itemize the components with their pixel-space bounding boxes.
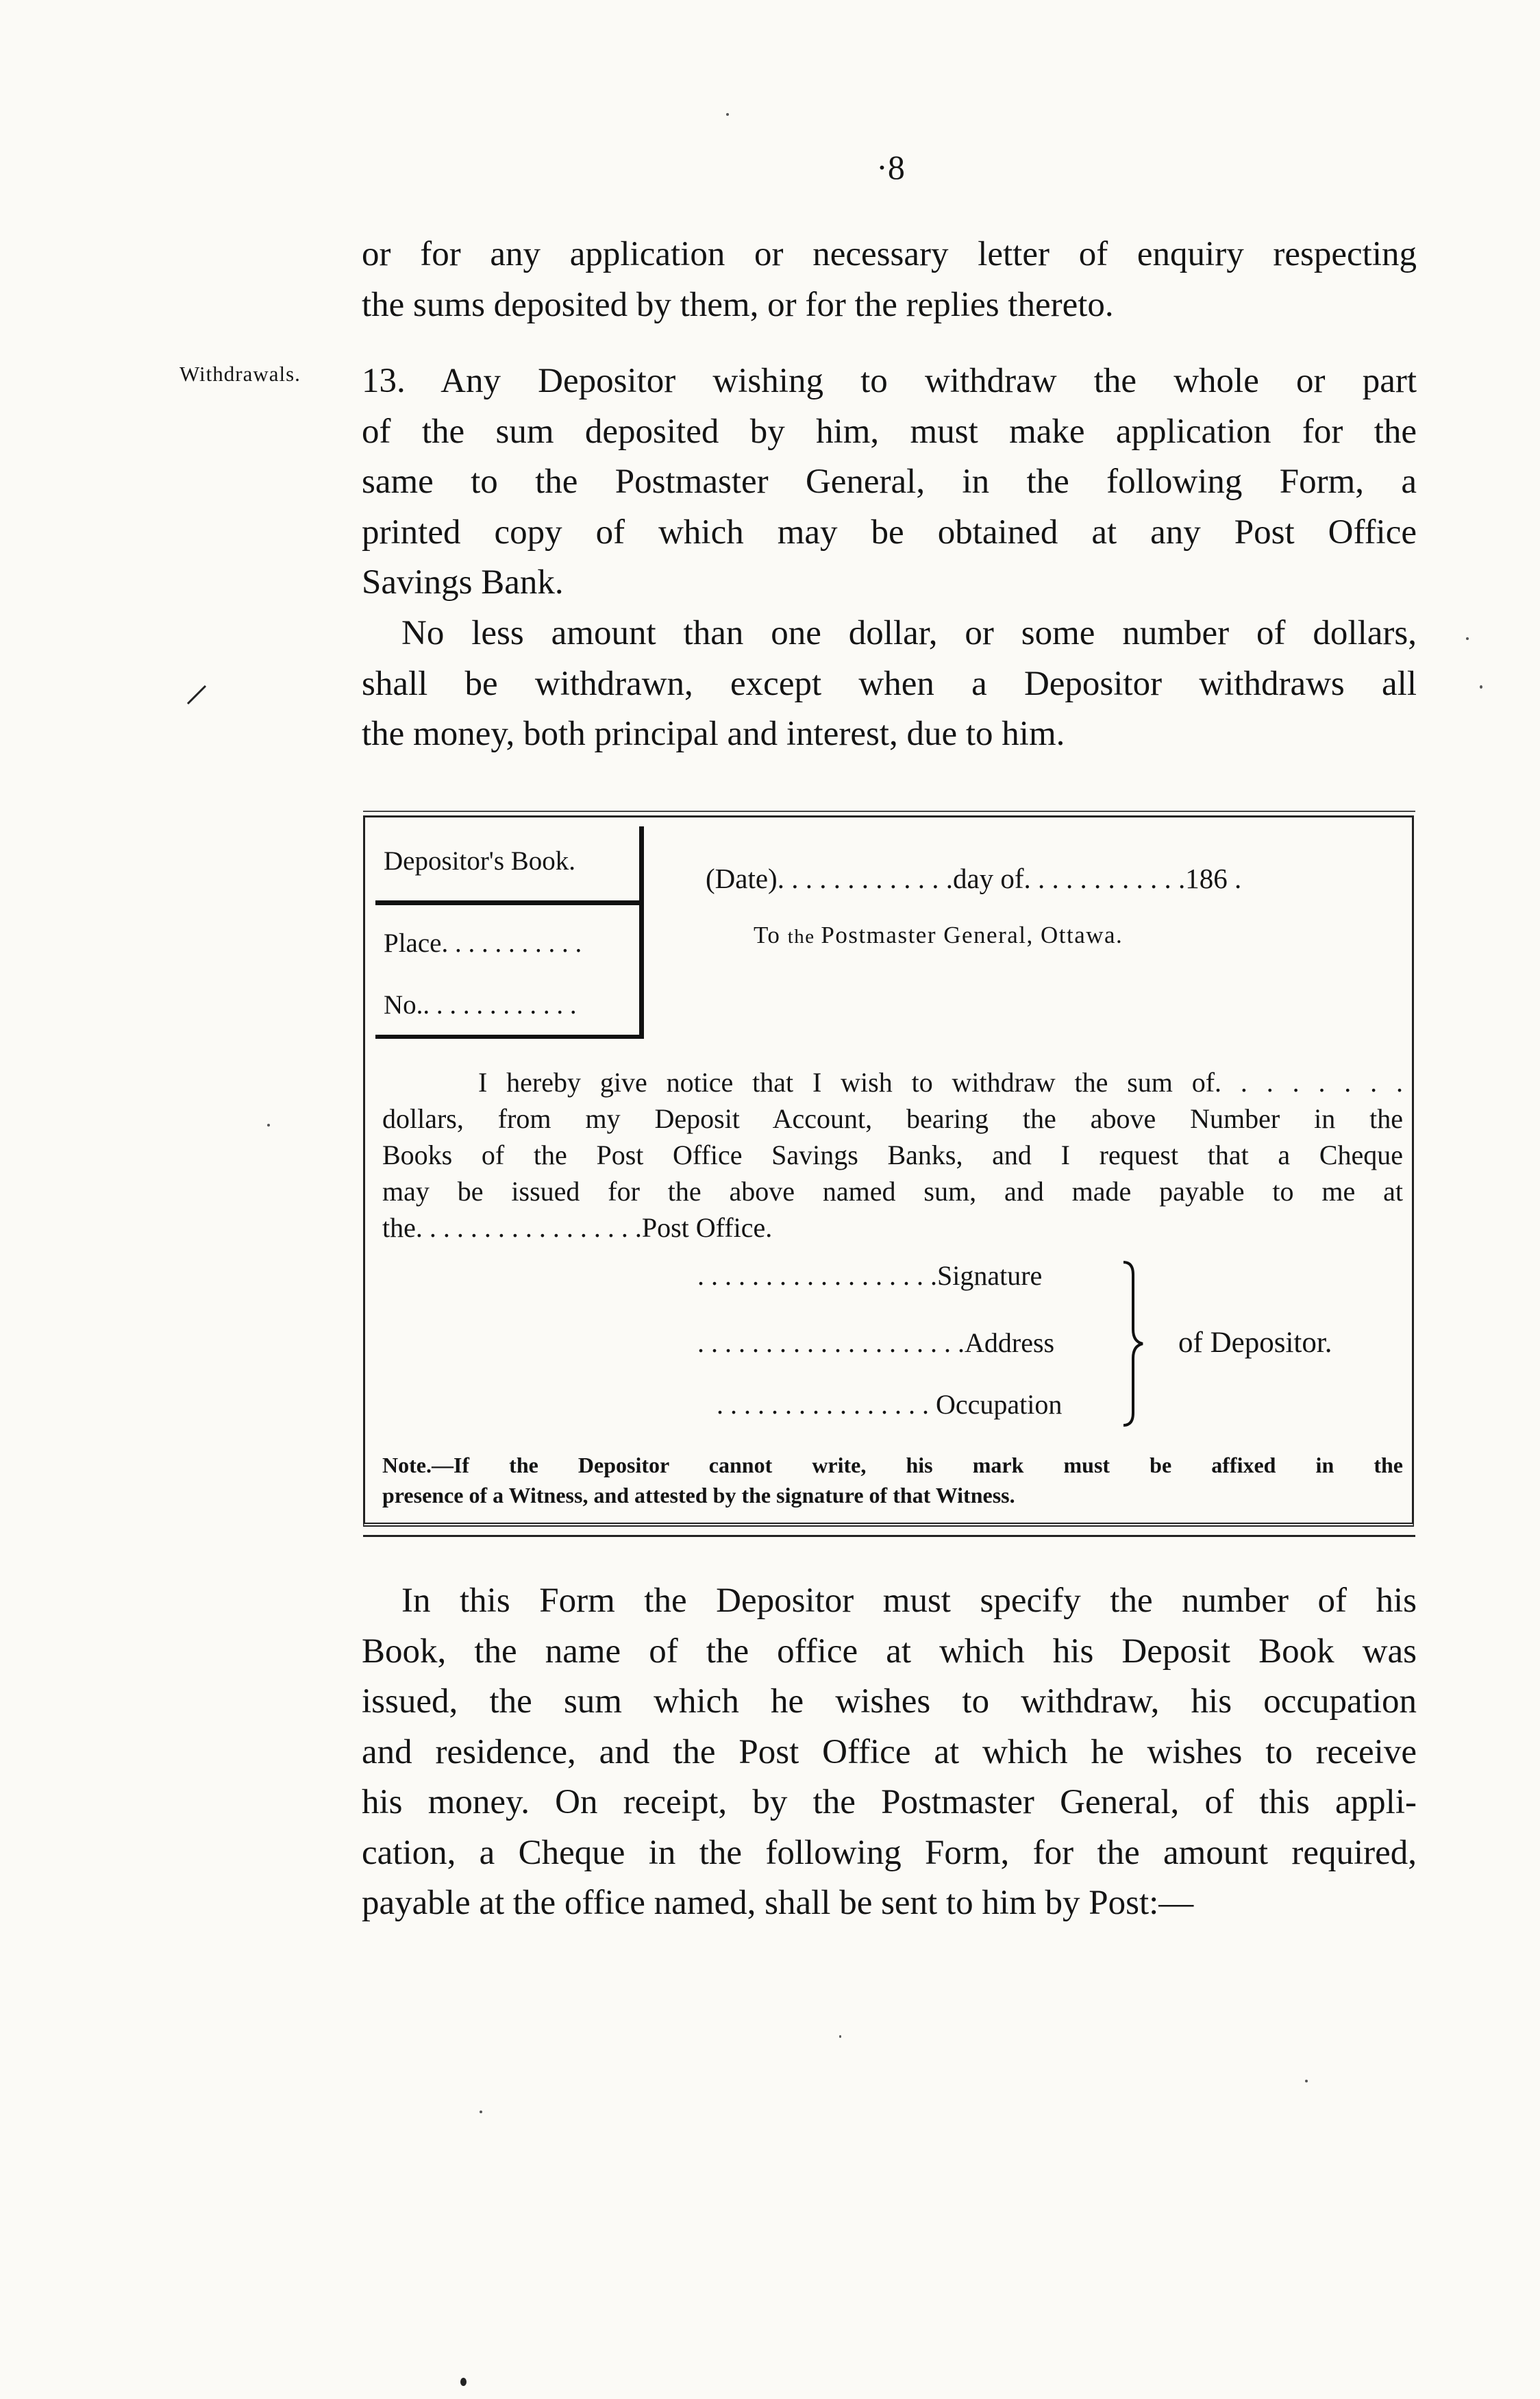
margin-tick-mark [185,682,210,706]
number-field: No.. . . . . . . . . . . . [384,990,577,1020]
depositor-book-label: Depositor's Book. [384,846,576,876]
place-field: Place. . . . . . . . . . . [384,928,582,958]
ink-speck [839,2035,841,2038]
right-brace-icon [1121,1258,1147,1429]
of-depositor-label: of Depositor. [1178,1327,1332,1359]
text-line: Savings Bank. [362,563,564,602]
note-line: Note.—If the Depositor cannot write, his mark must be affixed in the [382,1453,1403,1477]
ink-speck [1466,637,1469,640]
page-number: ·8 [876,148,905,186]
address-field: . . . . . . . . . . . . . . . . . . . .Address [697,1327,1055,1358]
to-the: the [787,926,821,948]
text-line: cation, a Cheque in the following Form, for the amount required, [362,1833,1417,1872]
ink-speck [726,113,729,116]
paragraph-form-instructions [362,1576,1417,1929]
text-line: 13. Any Depositor wishing to withdraw the whole or part [362,362,1417,400]
form-top-rule [363,811,1415,812]
text-line: payable at the office named, shall be sent to him by Post:— [362,1884,1194,1922]
signature-field: . . . . . . . . . . . . . . . . . .Signature [697,1260,1043,1291]
ink-speck [460,2378,467,2386]
paragraph-minimum-amount [362,608,1417,760]
withdrawal-notice [382,1064,1403,1246]
text-line: Book, the name of the office at which his Deposit Book was [362,1632,1417,1671]
margin-note-withdrawals: Withdrawals. [179,362,301,386]
note-line: presence of a Witness, and attested by the signature of that Witness. [382,1483,1015,1508]
ink-speck [480,2111,482,2113]
book-box-rule [375,900,639,905]
notice-line: Books of the Post Office Savings Banks, and I request that a Cheque [382,1140,1403,1170]
to-prefix: To [754,922,788,948]
notice-line: dollars, from my Deposit Account, bearing the above Number in the [382,1103,1403,1134]
notice-line: the. . . . . . . . . . . . . . . . .Post Office. [382,1212,773,1243]
text-line: same to the Postmaster General, in the following Form, a [362,463,1417,501]
form-note [382,1450,1403,1510]
text-line: of the sum deposited by him, must make application for the [362,412,1417,451]
text-line: and residence, and the Post Office at which he wishes to receive [362,1732,1417,1771]
text-line: printed copy of which may be obtained at any Post Office [362,513,1417,552]
depositor-book-box [375,826,644,1039]
text-line: No less amount than one dollar, or some number of dollars, [401,614,1417,652]
date-line: (Date). . . . . . . . . . . . .day of. . . . . . . . . . . .186 . [706,863,1242,894]
form-bottom-rule [363,1535,1415,1537]
paragraph-rule-13 [362,356,1417,608]
ink-speck [1305,2080,1308,2082]
text-line: his money. On receipt, by the Postmaster General, of this appli- [362,1783,1417,1821]
notice-line: may be issued for the above named sum, and made payable to me at [382,1176,1403,1207]
text-line: shall be withdrawn, except when a Depositor withdraws all [362,664,1417,703]
ink-speck [1480,685,1482,689]
addressee-line [754,922,1123,949]
paragraph-continued [362,230,1417,330]
text-line: issued, the sum which he wishes to withdraw, his occupation [362,1682,1417,1721]
to-addressee: Postmaster General, Ottawa. [821,922,1123,948]
notice-line: I hereby give notice that I wish to withdraw the sum of. . . . . . . . [478,1067,1403,1098]
text-line: In this Form the Depositor must specify the number of his [401,1582,1417,1620]
ink-speck [267,1124,270,1127]
occupation-field: . . . . . . . . . . . . . . . . Occupation [717,1389,1063,1420]
text-line: the sums deposited by them, or for the replies thereto. [362,285,1114,324]
text-line: the money, both principal and interest, due to him. [362,715,1065,753]
text-line: or for any application or necessary letter of enquiry respecting [362,235,1417,273]
